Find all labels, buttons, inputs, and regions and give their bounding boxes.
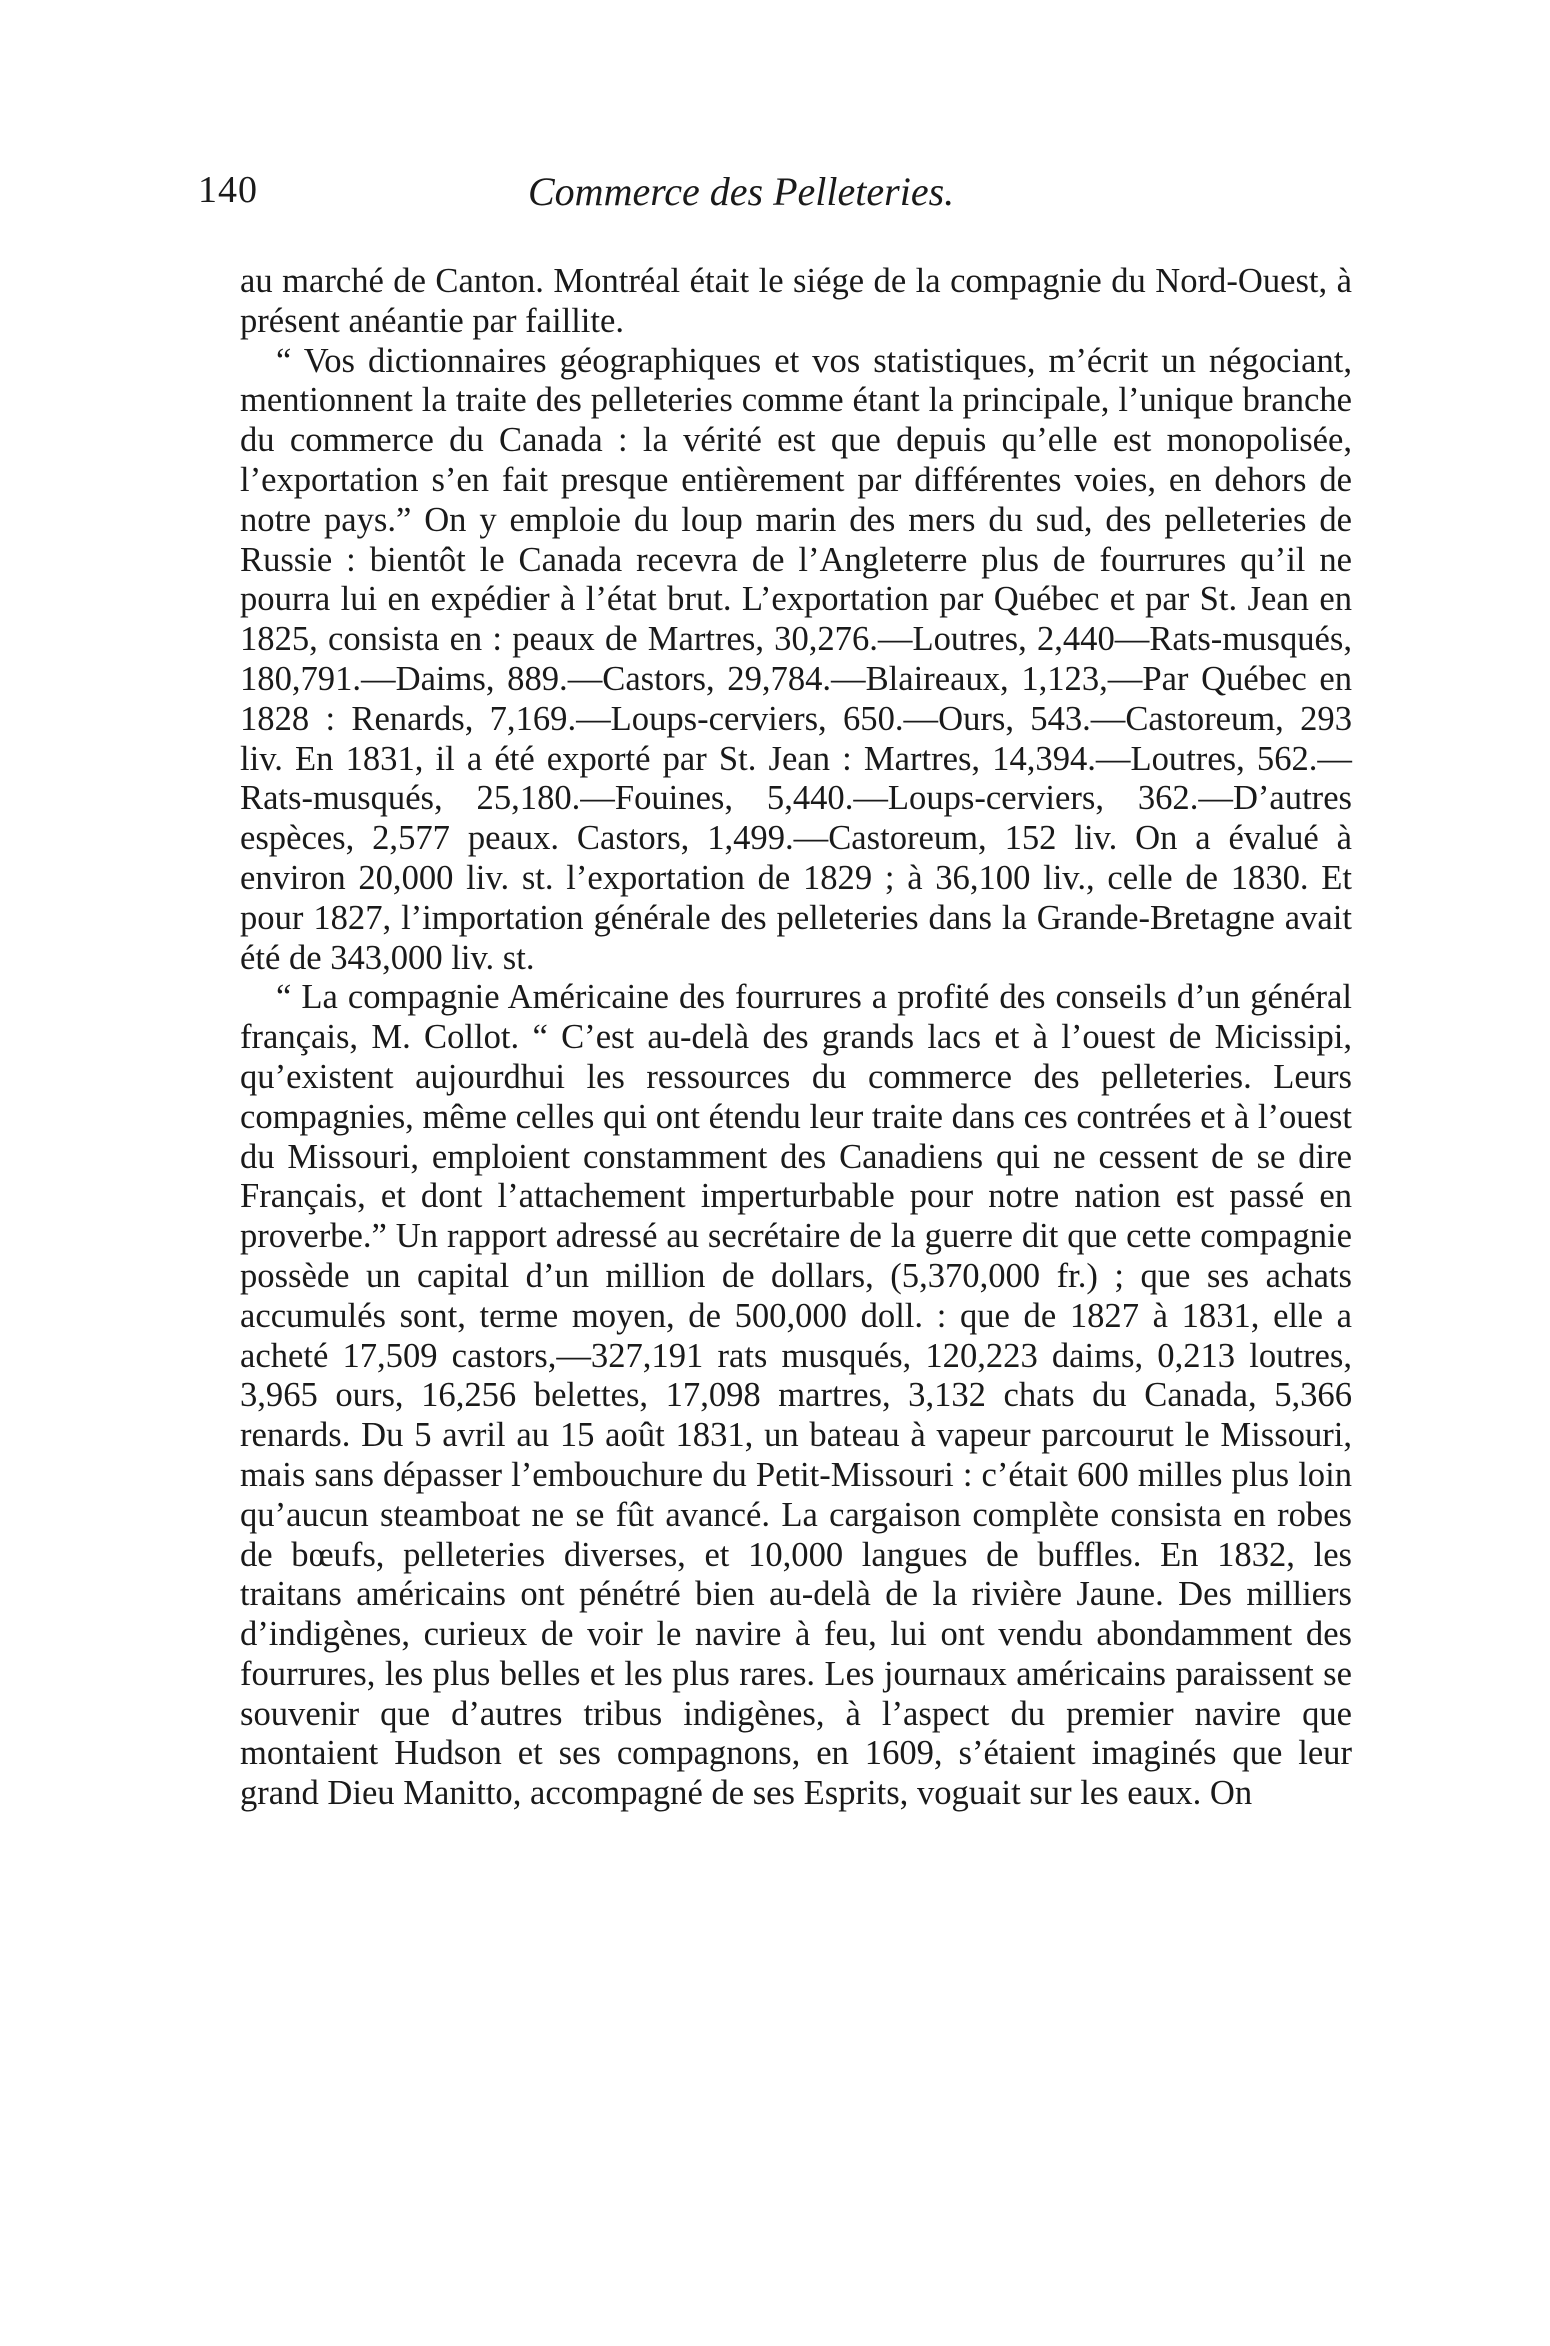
paragraph-3: “ La compagnie Américaine des fourrures a profité des conseils d’un général français, M. Collot. “ C’est au-delà des grands lacs et à l’ouest de Micissipi, qu’existent aujourdhui les ressources du commerce des pelleteries. Leurs compagnies, même celles qui ont étendu leur traite dans ces contrées et à l’ouest du Missouri, emploient constamment des Canadiens qui ne cessent de se dire Français, et dont l’attachement imperturbable pour notre nation est passé en proverbe.” Un rapport adressé au secrétaire de la guerre dit que cette compagnie possède un capital d’un million de dollars, (5,370,000 fr.) ; que ses achats accumulés sont, terme moyen, de 500,000 doll. : que de 1827 à 1831, elle a acheté 17,509 castors,—327,191 rats musqués, 120,223 daims, 0,213 loutres, 3,965 ours, 16,256 belettes, 17,098 martres, 3,132 chats du Canada, 5,366 renards. Du 5 avril au 15 août 1831, un bateau à vapeur parcourut le Missouri, mais sans dépasser l’embouchure du Petit-Missouri : c’était 600 milles plus loin qu’aucun steamboat ne se fût avancé. La cargaison complète consista en robes de bœufs, pelleteries diverses, et 10,000 langues de buffles. En 1832, les traitans américains ont pénétré bien au-delà de la rivière Jaune. Des milliers d’indigènes, curieux de voir le navire à feu, lui ont vendu abondamment des fourrures, les plus belles et les plus rares. Les journaux américains paraissent se souvenir que d’autres tribus indigènes, à l’aspect du premier navire que montaient Hudson et ses compagnons, en 1609, s’étaient imaginés que leur grand Dieu Manitto, accompagné de ses Esprits, voguait sur les eaux. On	[240, 978, 1352, 1813]
page-number: 140	[198, 169, 258, 211]
page-header	[198, 168, 1346, 228]
page-text	[240, 262, 1352, 1814]
paragraph-1: au marché de Canton. Montréal était le siége de la compagnie du Nord-Ouest, à présent anéantie par faillite.	[240, 262, 1352, 340]
paragraph-2: “ Vos dictionnaires géographiques et vos statistiques, m’écrit un négociant, mentionnent la traite des pelleteries comme étant la principale, l’unique branche du commerce du Canada : la vérité est que depuis qu’elle est monopolisée, l’exportation s’en fait presque entièrement par différentes voies, en dehors de notre pays.” On y emploie du loup marin des mers du sud, des pelleteries de Russie : bientôt le Canada recevra de l’Angleterre plus de fourrures qu’il ne pourra lui en expédier à l’état brut. L’exportation par Québec et par St. Jean en 1825, consista en : peaux de Martres, 30,276.—Loutres, 2,440—Rats-musqués, 180,791.—Daims, 889.—Castors, 29,784.—Blaireaux, 1,123,—Par Québec en 1828 : Renards, 7,169.—Loups-cerviers, 650.—Ours, 543.—Castoreum, 293 liv. En 1831, il a été exporté par St. Jean : Martres, 14,394.—Loutres, 562.—Rats-musqués, 25,180.—Fouines, 5,440.—Loups-cerviers, 362.—D’autres espèces, 2,577 peaux. Castors, 1,499.—Castoreum, 152 liv. On a évalué à environ 20,000 liv. st. l’exportation de 1829 ; à 36,100 liv., celle de 1830. Et pour 1827, l’importation générale des pelleteries dans la Grande-Bretagne avait été de 343,000 liv. st.	[240, 341, 1352, 977]
running-title: Commerce des Pelleteries.	[528, 169, 955, 214]
